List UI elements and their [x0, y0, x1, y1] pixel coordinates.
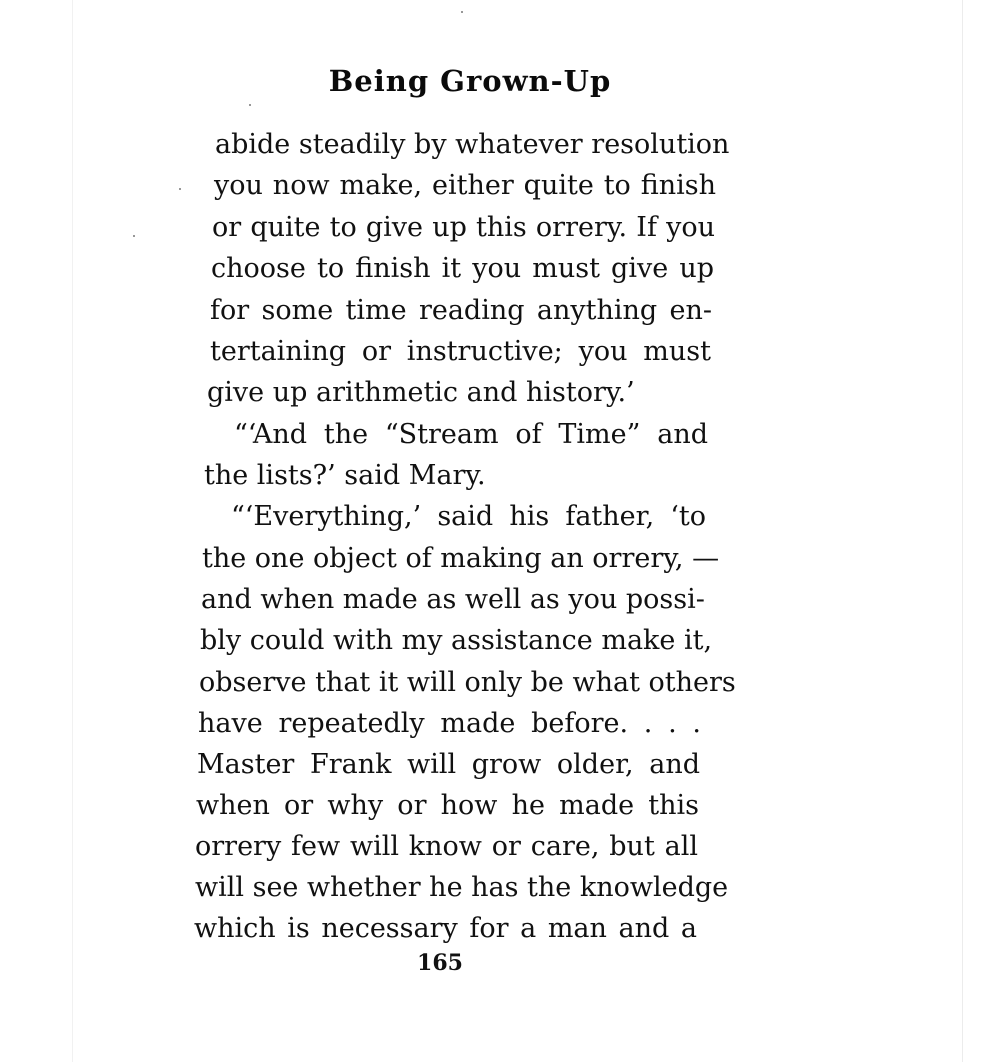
text-line: will see whether he has the knowledge [195, 872, 729, 903]
scan-speck [179, 188, 181, 190]
text-line: for some time reading anything en- [210, 295, 712, 326]
text-line: when or why or how he made this [196, 790, 699, 821]
text-line: which is necessary for a man and a [194, 913, 697, 944]
text-line: the one object of making an orrery, — [202, 543, 720, 574]
text-line: give up arithmetic and history.’ [207, 377, 635, 408]
text-line: and when made as well as you possi- [201, 584, 705, 615]
scan-speck [133, 235, 135, 237]
text-line: orrery few will know or care, but all [195, 831, 698, 862]
scan-speck [249, 104, 251, 106]
text-line: abide steadily by whatever resolution [215, 129, 730, 160]
text-line: have repeatedly made before. . . . [198, 708, 701, 739]
text-line: you now make, either quite to finish [214, 170, 716, 201]
text-line: or quite to give up this orrery. If you [212, 212, 715, 243]
text-line: the lists?’ said Mary. [204, 460, 486, 491]
text-line: tertaining or instructive; you must [210, 336, 711, 367]
page-number: 165 [417, 950, 463, 976]
text-line: observe that it will only be what others [199, 667, 736, 698]
text-line: “‘And the “Stream of Time” and [234, 419, 708, 450]
text-line: bly could with my assistance make it, [200, 625, 713, 656]
scan-speck [461, 11, 463, 13]
running-header: Being Grown-Up [328, 64, 612, 98]
text-line: choose to finish it you must give up [211, 253, 714, 284]
text-line: “‘Everything,’ said his father, ‘to [231, 501, 706, 532]
text-line: Master Frank will grow older, and [197, 749, 700, 780]
